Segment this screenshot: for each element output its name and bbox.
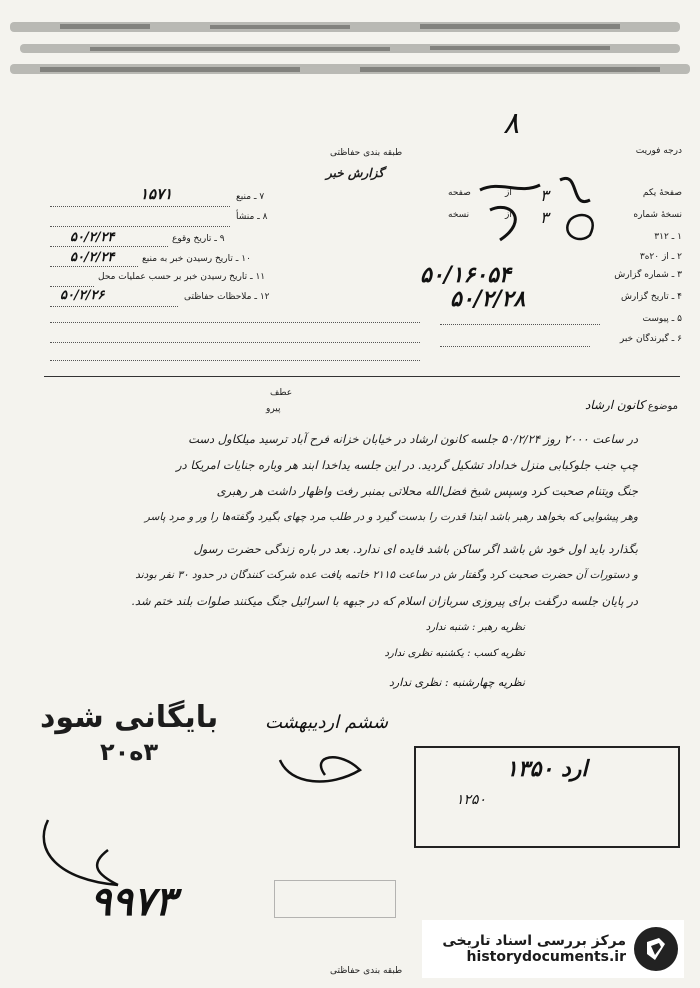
note-kasb: نظریه کسب : یکشنبه نظری ندارد <box>384 648 525 659</box>
atf-label: عطف <box>270 388 293 398</box>
subject-row <box>585 398 678 412</box>
notes-date-value: ۵۰/۲/۲۶ <box>60 288 105 303</box>
source-value: ۱۵۷۱ <box>140 185 173 203</box>
note-leader: نظریه رهبر : شنبه ندارد <box>425 622 525 633</box>
handwritten-marks <box>460 150 630 260</box>
received-stamp-box <box>414 746 680 848</box>
handwritten-file-number: ۹۹۷۳ <box>90 878 176 925</box>
report-number-value: ۵۰/۱۶۰۵۴ <box>420 262 511 288</box>
priority-label: درجه فوریت <box>635 146 682 156</box>
right-field-7: ۵ ـ پیوست <box>642 314 682 324</box>
body-line-1: در ساعت ۲۰۰۰ روز ۵۰/۲/۲۴ جلسه کانون ارشاد در خیابان خزانه فرح آباد ترسید میلکاول دست <box>188 432 638 446</box>
left-field-8: ۸ ـ منشأ <box>236 212 268 222</box>
signature-note: ششم اردیبهشت <box>265 712 389 733</box>
right-field-1: صفحهٔ یکم <box>642 188 682 198</box>
archive-logo-icon <box>634 927 678 971</box>
received-date-value: ۵۰/۲/۲۴ <box>70 250 115 265</box>
copy-value: ۳ <box>540 208 549 227</box>
left-field-9: ۹ ـ تاریخ وقوع <box>172 234 225 244</box>
occurrence-date-value: ۵۰/۲/۲۴ <box>70 230 115 245</box>
footer-classification-label: طبقه بندی حفاظتی <box>330 966 403 976</box>
footer-brand[interactable] <box>422 920 684 978</box>
received-stamp-line1: ۱۳۵۰ ارد <box>506 756 588 782</box>
left-field-10: ۱۰ ـ تاریخ رسیدن خبر به منبع <box>142 254 251 264</box>
right-field-8: ۶ ـ گیرندگان خبر <box>619 334 682 344</box>
body-line-2: چپ جنب جلوکبابی منزل خداداد تشکیل گردید. در این جلسه یداخدا ابند هر وباره جنایات امریکا در <box>176 458 638 472</box>
handwritten-loop <box>28 810 148 900</box>
left-field-11: ۱۱ ـ تاریخ رسیدن خبر بر حسب عملیات محل <box>98 272 266 282</box>
footer-brand-title: مرکز بررسی اسناد تاریخی <box>442 933 626 949</box>
body-line-6: و دستورات آن حضرت صحبت کرد وگفتار ش در ساعت ۲۱۱۵ خاتمه یافت عده شرکت کنندگان در حدود ۳۰ نفر بودند <box>135 569 638 581</box>
body-line-3: جنگ ویتنام صحبت کرد وسپس شیخ فضل‌الله محلاتی بمنبر رفت واظهار داشت هر رهبری <box>216 484 638 498</box>
left-field-12: ۱۲ ـ ملاحظات حفاظتی <box>184 292 270 302</box>
subject-value: کانون ارشاد <box>584 398 645 412</box>
doc-type-label: گزارش خبر <box>326 166 384 180</box>
left-field-7: ۷ ـ منبع <box>236 192 265 202</box>
report-date-value: ۵۰/۲/۲۸ <box>450 286 526 312</box>
archive-stamp-number: ۳ه۲۰ <box>100 738 159 766</box>
right-field-3: ۱ ـ ۳۱۲ <box>654 232 682 242</box>
body-line-4: وهر پیشوایی که بخواهد رهبر باشد ابتدا قدرت را بدست گیرد و در طلب مرد چهای بگیرد وگفته‌ها را ور و مرد پاسر <box>144 511 638 523</box>
right-field-4: ۲ ـ از ۲۰ه۳ <box>639 252 682 262</box>
peyro-label: پیرو <box>266 404 281 414</box>
received-stamp-line2: ۱۲۵۰ <box>456 792 487 808</box>
archive-stamp-text: بایگانی شود <box>40 700 219 735</box>
body-line-5: بگذارد باید اول خود ش باشد اگر ساکن باشد فایده ای ندارد. بعد در باره زندگی حضرت رسول <box>193 542 638 556</box>
faint-bottom-stamp <box>274 880 396 918</box>
top-handwritten-number: ۸ <box>503 106 520 141</box>
signature-mark <box>270 740 380 790</box>
smudged-header-band <box>0 0 700 90</box>
az-label-2: از <box>505 210 512 220</box>
right-field-6: ۴ ـ تاریخ گزارش <box>620 292 682 302</box>
right-field-5: ۳ ـ شماره گزارش <box>614 270 682 280</box>
footer-brand-url[interactable]: historydocuments.ir <box>466 949 626 965</box>
body-line-7: در پایان جلسه درگفت برای پیروزی سربازان اسلام که در جبهه با اسرائیل جنگ میکنند صلوات بلند ختم شد. <box>131 594 638 608</box>
subject-label: موضوع <box>647 401 678 412</box>
right-field-2: نسخهٔ شماره <box>633 210 682 220</box>
noskhe-label: نسخه <box>448 210 470 220</box>
note-wednesday: نظریه چهارشنبه : نظری ندارد <box>389 676 525 689</box>
az-label-1: از <box>505 188 512 198</box>
page-value: ۳ <box>540 186 549 205</box>
classification-label: طبقه بندی حفاظتی <box>330 148 403 158</box>
safhe-label: صفحه <box>448 188 471 198</box>
